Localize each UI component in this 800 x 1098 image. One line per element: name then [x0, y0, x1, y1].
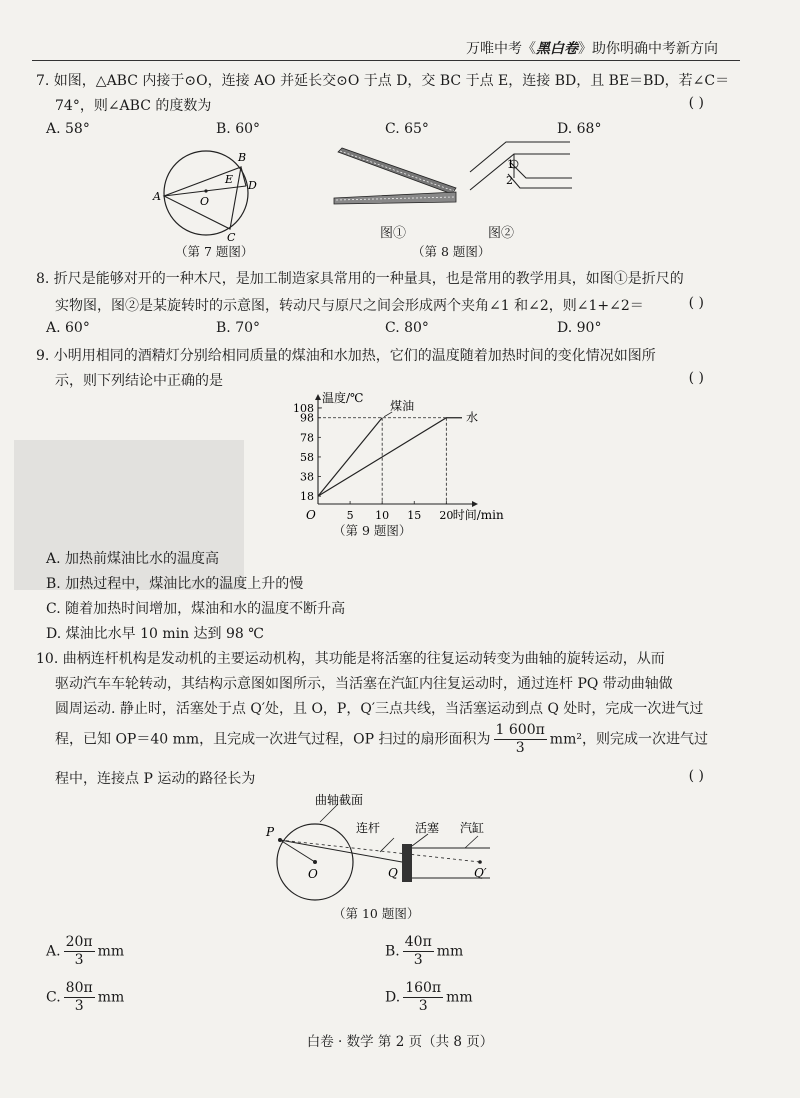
q10-answer-paren: ( ) — [688, 768, 704, 784]
header-rule — [32, 60, 740, 61]
q9-caption: （第 9 题图） — [333, 523, 412, 538]
q10-stem-line3: 圆周运动. 静止时，活塞处于点 Q′处，且 O，P，Q′三点共线，当活塞运动到点 Q 处时，完成一次进气过 — [55, 701, 704, 717]
q10-stem-line2: 驱动汽车车轮转动，其结构示意图如图所示，当活塞在汽缸内往复运动时，通过连杆 PQ 带动曲轴做 — [55, 676, 673, 692]
q7-label-a: A — [153, 190, 161, 203]
q10-caption: （第 10 题图） — [333, 906, 420, 921]
chart-series-label-water: 水 — [466, 410, 479, 425]
q8-caption: （第 8 题图） — [412, 244, 491, 259]
q10-stem-line4: 程，已知 OP＝40 mm，且完成一次进气过程，OP 扫过的扇形面积为 $\frac{1 600\pi}{3}$ mm²，则完成一次进气过 — [55, 722, 708, 756]
q7-option-a: A. 58° — [46, 121, 90, 137]
q10-figure — [260, 792, 500, 900]
chart-series-line-0 — [318, 418, 382, 496]
q7-stem-line1: 7. 如图，△ABC 内接于⊙O，连接 AO 并延长交⊙O 于点 D，交 BC 于点 E，连接 BD，且 BE＝BD，若∠C＝ — [36, 73, 730, 89]
q8-option-a: A. 60° — [46, 320, 90, 336]
q9-option-c: C. 随着加热时间增加，煤油和水的温度不断升高 — [46, 601, 346, 617]
q10-label-piston: 活塞 — [415, 821, 440, 835]
q10-option-c: C. $\frac{80\pi}{3}$ mm — [46, 980, 125, 1014]
q8-option-d: D. 90° — [557, 320, 602, 336]
chart-y-tick-58: 58 — [300, 450, 314, 464]
q8-angle-2-label: 2 — [506, 174, 513, 187]
chart-y-tick-38: 38 — [300, 470, 314, 484]
chart-x-axis-label: 时间/min — [452, 508, 504, 522]
q7-answer-paren: ( ) — [688, 95, 704, 111]
chart-y-tick-108: 108 — [293, 401, 314, 415]
q9-stem-line1: 9. 小明用相同的酒精灯分别给相同质量的煤油和水加热，它们的温度随着加热时间的变化情况如图所 — [36, 348, 656, 364]
q10-label-q: Q — [388, 866, 398, 880]
q8-fig1-label: 图① — [380, 226, 407, 241]
q7-figure — [150, 143, 280, 243]
q10-stem-line1: 10. 曲柄连杆机构是发动机的主要运动机构，其功能是将活塞的往复运动转变为曲轴的旋转运动，从而 — [36, 651, 665, 667]
page-footer: 白卷 · 数学 第 2 页（共 8 页） — [306, 1034, 494, 1050]
chart-y-axis-label: 温度/℃ — [322, 391, 364, 405]
chart-x-tick-5: 5 — [346, 509, 354, 522]
q8-angle-1-label: 1 — [507, 158, 514, 171]
q9-answer-paren: ( ) — [688, 370, 704, 386]
q7-option-c: C. 65° — [385, 121, 429, 137]
q10-label-rod: 连杆 — [356, 821, 381, 835]
q10-option-a: A. $\frac{20\pi}{3}$ mm — [46, 934, 125, 968]
q10-label-crank: 曲轴截面 — [315, 793, 364, 807]
chart-x-arrow — [472, 501, 478, 507]
q7-option-d: D. 68° — [557, 121, 602, 137]
chart-series-line-1 — [318, 418, 462, 496]
chart-series-label-kerosene: 煤油 — [390, 398, 415, 413]
q7-label-o: O — [200, 195, 210, 208]
q7-stem-line2: 74°，则∠ABC 的度数为 — [55, 98, 212, 114]
q10-label-qprime: Q′ — [474, 866, 487, 880]
chart-y-tick-98: 98 — [300, 411, 314, 425]
q10-area-fraction: $\frac{1 600\pi}{3}$ — [495, 722, 545, 756]
q10-piston — [402, 844, 412, 882]
q8-option-c: C. 80° — [385, 320, 429, 336]
q10-label-o: O — [308, 867, 318, 881]
q9-option-b: B. 加热过程中，煤油比水的温度上升的慢 — [46, 576, 304, 592]
q10-option-d: D. $\frac{160\pi}{3}$ mm — [385, 980, 473, 1014]
q10-label-p: P — [266, 825, 275, 839]
q10-stem-line5: 程中，连接点 P 运动的路径长为 — [55, 771, 256, 787]
q7-label-d: D — [248, 179, 257, 192]
chart-y-tick-18: 18 — [300, 490, 314, 504]
chart-x-tick-15: 15 — [407, 509, 422, 522]
chart-y-arrow — [315, 394, 321, 400]
page-header: 万唯中考《黑白卷》助你明确中考新方向 — [466, 41, 718, 57]
q8-figure-2 — [470, 142, 580, 214]
chart-x-tick-20: 20 — [439, 509, 454, 522]
q7-label-c: C — [227, 231, 236, 244]
q7-center-dot — [204, 189, 207, 192]
q9-option-a: A. 加热前煤油比水的温度高 — [46, 551, 220, 567]
chart-origin-label: O — [306, 508, 316, 522]
q7-label-b: B — [238, 151, 247, 164]
q7-caption: （第 7 题图） — [175, 244, 254, 259]
q9-chart — [280, 388, 504, 522]
q9-option-d: D. 煤油比水早 10 min 达到 98 ℃ — [46, 626, 264, 642]
q10-label-cylinder: 汽缸 — [460, 821, 485, 835]
q8-stem-line1: 8. 折尺是能够对开的一种木尺，是加工制造家具常用的一种量具，也是常用的教学用具，如图①是折尺的 — [36, 271, 684, 287]
q7-circle — [164, 151, 248, 235]
chart-x-tick-10: 10 — [375, 509, 390, 522]
q8-ruler-lower — [334, 192, 456, 204]
q7-label-e: E — [225, 173, 234, 186]
q8-stem-line2: 实物图，图②是某旋转时的示意图，转动尺与原尺之间会形成两个夹角∠1 和∠2，则∠1+∠2＝ — [55, 298, 644, 314]
q9-stem-line2: 示，则下列结论中正确的是 — [55, 373, 223, 389]
q7-option-b: B. 60° — [216, 121, 261, 137]
q10-option-b: B. $\frac{40\pi}{3}$ mm — [385, 934, 464, 968]
q8-figure-1 — [330, 148, 460, 214]
q8-answer-paren: ( ) — [688, 295, 704, 311]
q8-fig2-label: 图② — [488, 226, 515, 241]
chart-y-tick-78: 78 — [300, 431, 314, 445]
q8-option-b: B. 70° — [216, 320, 261, 336]
